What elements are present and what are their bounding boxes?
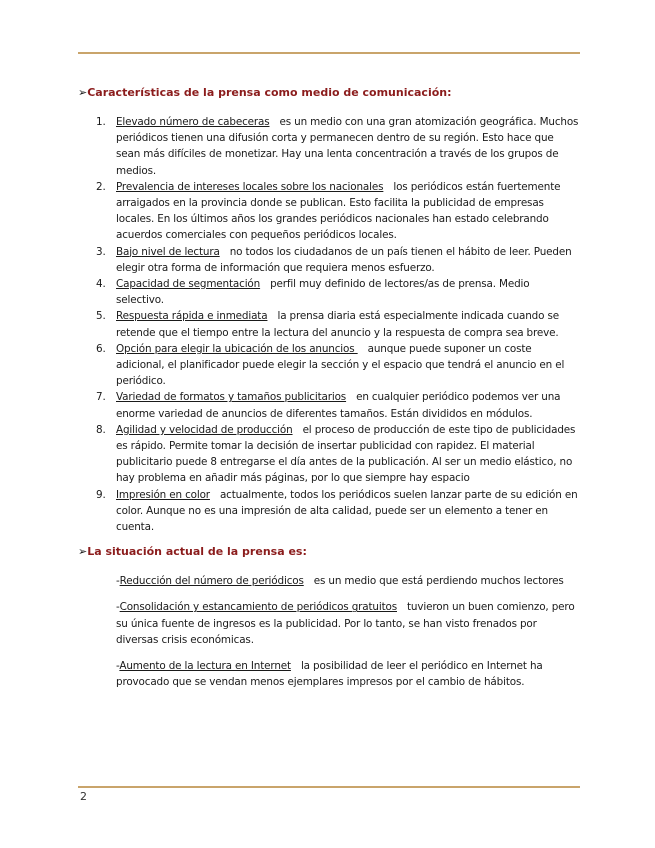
situation-paragraph: -Reducción del número de periódicos es un medio que está perdiendo muchos lectores bbox=[116, 575, 564, 588]
item-term: Agilidad y velocidad de producción bbox=[116, 423, 293, 436]
item-text: es un medio con una gran atomización geográfica. Muchos periódicos tienen una difusión corta y permanecen dentro de su región. Esto hace que sean más difíciles de monetizar. Hay una lenta concentración a través de los grupos de medios. bbox=[116, 116, 579, 177]
item-term: Impresión en color bbox=[116, 488, 210, 501]
list-item: 7. Variedad de formatos y tamaños publicitarios en cualquier periódico podemos ver una enorme variedad de anuncios de diferentes tamaños. Están divididos en módulos. bbox=[96, 391, 561, 420]
item-term: Variedad de formatos y tamaños publicitarios bbox=[116, 391, 347, 404]
item-text: la prensa diaria está especialmente indicada cuando se retende que el tiempo entre la lectura del anuncio y la respuesta de compra sea breve. bbox=[116, 310, 559, 339]
item-text: el proceso de producción de este tipo de publicidades es rápido. Permite tomar la decisión de insertar publicidad con rapidez. El material publicitario puede 8 entregarse el día antes de la publicación. Al ser un medio elástico, no hay problema en añadir más páginas, por lo que siempre hay espacio bbox=[116, 423, 576, 485]
arrow-bullet-icon: ➢ bbox=[78, 545, 88, 559]
paragraph-text: la posibilidad de leer el periódico en Internet ha provocado que se vendan menos ejemplares impresos por el cambio de hábitos. bbox=[116, 660, 543, 689]
item-term: Respuesta rápida e inmediata bbox=[116, 310, 268, 323]
list-item: 2. Prevalencia de intereses locales sobre los nacionales los periódicos están fuertemente arraigados en la provincia donde se publican. Esto facilita la publicidad de empresas locales. En los últimos años los grandes periódicos nacionales han estado celebrando acuerdos comerciales con pequeños periódicos locales. bbox=[96, 180, 561, 242]
paragraph-term: Consolidación y estancamiento de periódicos gratuitos bbox=[119, 601, 397, 614]
section-title: La situación actual de la prensa es: bbox=[87, 545, 307, 559]
paragraph-term: Reducción del número de periódicos bbox=[119, 575, 304, 588]
item-text: perfil muy definido de lectores/as de prensa. Medio selectivo. bbox=[116, 278, 530, 307]
list-item: 6. Opción para elegir la ubicación de los anuncios aunque puede suponer un coste adicional, el planificador puede elegir la sección y el espacio que tendrá el anuncio en el periódico. bbox=[96, 342, 565, 388]
situation-paragraph: -Consolidación y estancamiento de periódicos gratuitos tuvieron un buen comienzo, pero su única fuente de ingresos es la publicidad. Por lo tanto, se han visto frenados por diversas crisis económicas. bbox=[116, 601, 575, 646]
item-text: aunque puede suponer un coste adicional, el planificador puede elegir la sección y el espacio que tendrá el anuncio en el periódico. bbox=[116, 342, 565, 388]
item-term: Opción para elegir la ubicación de los anuncios bbox=[116, 342, 358, 355]
list-item: 8. Agilidad y velocidad de producción el proceso de producción de este tipo de publicidades es rápido. Permite tomar la decisión de insertar publicidad con rapidez. El material publicitario puede 8 entregarse el día antes de la publicación. Al ser un medio elástico, no hay problema en añadir más páginas, por lo que siempre hay espacio bbox=[96, 423, 576, 485]
section-title: Características de la prensa como medio de comunicación: bbox=[87, 86, 452, 99]
section-heading-caracteristicas bbox=[78, 86, 580, 100]
item-text: no todos los ciudadanos de un país tienen el hábito de leer. Pueden elegir otra forma de información que requiera menos esfuerzo. bbox=[116, 245, 572, 274]
paragraph-text: tuvieron un buen comienzo, pero su única fuente de ingresos es la publicidad. Por lo tanto, se han visto frenados por diversas crisis económicas. bbox=[116, 601, 575, 646]
header-rule bbox=[78, 52, 580, 54]
page-number: 2 bbox=[80, 790, 87, 803]
characteristics-list bbox=[78, 114, 580, 535]
list-item: 3. Bajo nivel de lectura no todos los ciudadanos de un país tienen el hábito de leer. Pueden elegir otra forma de información que requiera menos esfuerzo. bbox=[96, 245, 572, 274]
document-body bbox=[78, 86, 580, 701]
list-item: 4. Capacidad de segmentación perfil muy definido de lectores/as de prensa. Medio selectivo. bbox=[96, 278, 530, 307]
item-text: en cualquier periódico podemos ver una enorme variedad de anuncios de diferentes tamaños. Están divididos en módulos. bbox=[116, 391, 561, 420]
section-heading-situacion bbox=[78, 545, 580, 559]
item-term: Bajo nivel de lectura bbox=[116, 245, 220, 258]
list-item: 9. Impresión en color actualmente, todos los periódicos suelen lanzar parte de su edición en color. Aunque no es una impresión de alta calidad, puede ser un elemento a tener en cuenta. bbox=[96, 488, 578, 534]
item-term: Capacidad de segmentación bbox=[116, 278, 261, 291]
item-text: los periódicos están fuertemente arraigados en la provincia donde se publican. Esto facilita la publicidad de empresas locales. En los últimos años los grandes periódicos nacionales han estado celebrando acuerdos comerciales con pequeños periódicos locales. bbox=[116, 180, 561, 242]
item-term: Prevalencia de intereses locales sobre los nacionales bbox=[116, 180, 384, 193]
footer-rule bbox=[78, 786, 580, 788]
paragraph-text: es un medio que está perdiendo muchos lectores bbox=[313, 575, 564, 588]
item-text: actualmente, todos los periódicos suelen lanzar parte de su edición en color. Aunque no es una impresión de alta calidad, puede ser un elemento a tener en cuenta. bbox=[116, 488, 578, 534]
item-term: Elevado número de cabeceras bbox=[116, 116, 270, 128]
list-item: 5. Respuesta rápida e inmediata la prensa diaria está especialmente indicada cuando se retende que el tiempo entre la lectura del anuncio y la respuesta de compra sea breve. bbox=[96, 310, 559, 339]
arrow-bullet-icon: ➢ bbox=[78, 86, 88, 99]
paragraph-term: Aumento de la lectura en Internet bbox=[119, 660, 291, 673]
situation-paragraph: -Aumento de la lectura en Internet la posibilidad de leer el periódico en Internet ha provocado que se vendan menos ejemplares impresos por el cambio de hábitos. bbox=[116, 660, 543, 689]
list-item: 1. Elevado número de cabeceras es un medio con una gran atomización geográfica. Muchos periódicos tienen una difusión corta y permanecen dentro de su región. Esto hace que sean más difíciles de monetizar. Hay una lenta concentración a través de los grupos de medios. bbox=[96, 116, 579, 177]
